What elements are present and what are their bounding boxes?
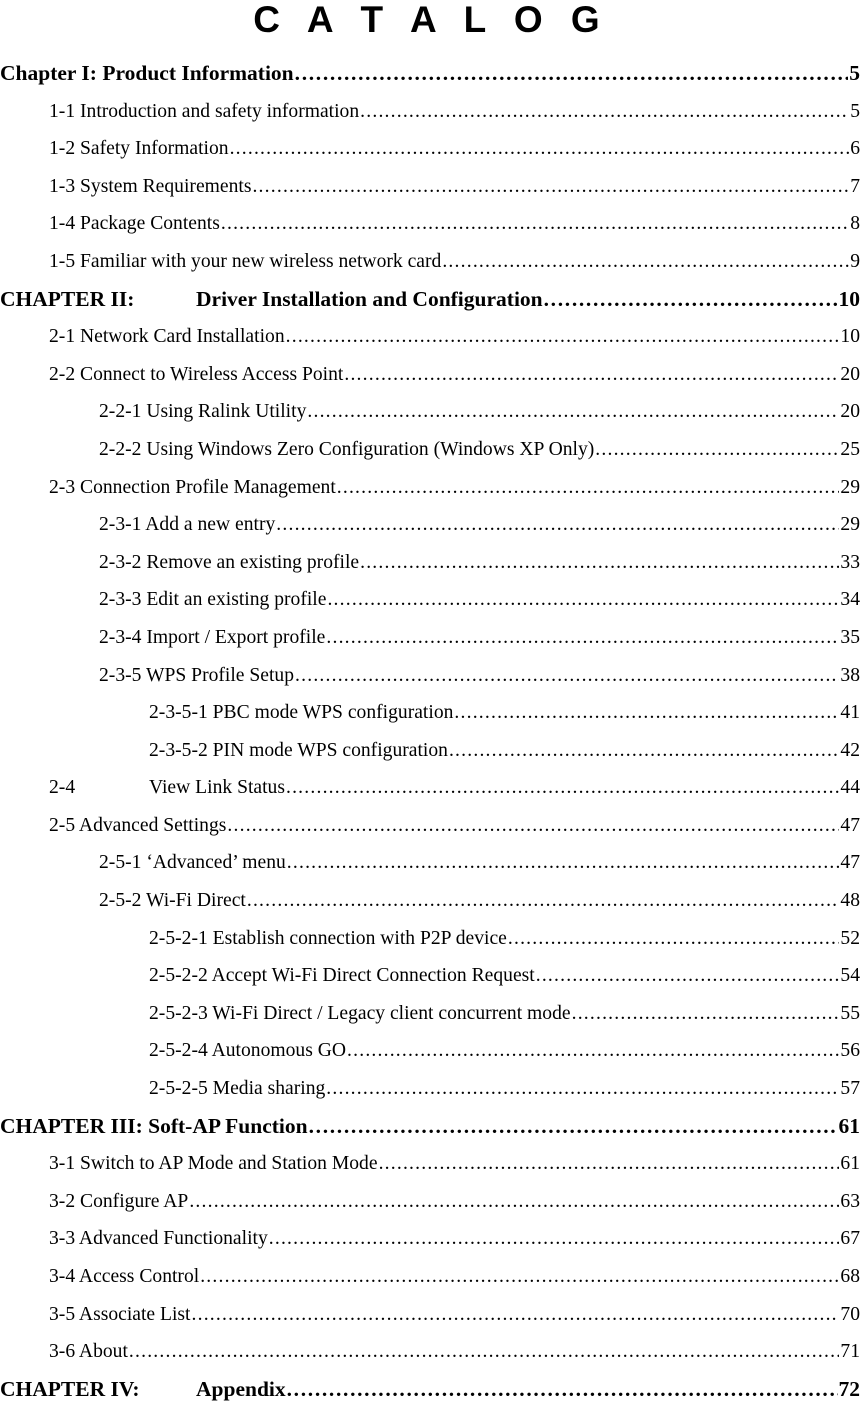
toc-entry-label-text: 2-5-2-2 Accept Wi-Fi Direct Connection Request: [149, 957, 535, 995]
toc-entry-label-text: 1-5 Familiar with your new wireless network card: [49, 243, 441, 281]
toc-page-number: 68: [840, 1258, 862, 1296]
toc-entry-label: [0, 1108, 308, 1146]
toc-entry-label: [49, 807, 226, 845]
toc-section-entry[interactable]: [0, 1220, 862, 1258]
toc-chapter-entry[interactable]: [0, 1371, 862, 1408]
toc-entry-label-text: 3-1 Switch to AP Mode and Station Mode: [49, 1145, 378, 1183]
dot-leader: [347, 1032, 839, 1070]
toc-page-number: 54: [840, 957, 862, 995]
dot-leader: [295, 657, 839, 695]
toc-entry-label: [149, 995, 571, 1033]
toc-entry-label-title: View Link Status: [149, 777, 285, 798]
dot-leader: [221, 205, 849, 243]
dot-leader: [360, 93, 849, 131]
toc-entry-label-text: 2-3-5-2 PIN mode WPS configuration: [149, 732, 448, 770]
toc-page-number: 34: [840, 581, 862, 619]
toc-page-number: 20: [840, 393, 862, 431]
catalog-title: C A T A L O G: [0, 0, 862, 42]
toc-entry-label: [49, 168, 251, 206]
table-of-contents: [0, 55, 862, 1408]
toc-entry-label-text: 2-3-1 Add a new entry: [99, 506, 275, 544]
toc-entry-label-text: 2-5-2-1 Establish connection with P2P device: [149, 920, 507, 958]
toc-page-number: 10: [840, 318, 862, 356]
toc-page-number: 70: [840, 1296, 862, 1334]
dot-leader: [286, 318, 840, 356]
toc-entry-label-title: Driver Installation and Configuration: [196, 287, 543, 311]
toc-page-number: 7: [850, 168, 862, 206]
dot-leader: [344, 356, 839, 394]
toc-chapter-entry[interactable]: [0, 281, 862, 319]
toc-section-entry[interactable]: [0, 130, 862, 168]
dot-leader: [252, 168, 849, 206]
toc-section-entry[interactable]: [0, 544, 862, 582]
toc-entry-label-text: 2-2-2 Using Windows Zero Configuration (Windows XP Only): [99, 431, 594, 469]
toc-page-number: 72: [839, 1371, 862, 1408]
toc-section-entry[interactable]: [0, 1183, 862, 1221]
toc-chapter-entry[interactable]: [0, 55, 862, 93]
toc-entry-label: [99, 393, 306, 431]
toc-section-entry[interactable]: [0, 431, 862, 469]
toc-entry-label-text: 2-5-2-5 Media sharing: [149, 1070, 325, 1108]
toc-entry-label: [99, 844, 286, 882]
toc-page-number: 55: [840, 995, 862, 1033]
toc-entry-label: [99, 431, 594, 469]
toc-page-number: 56: [840, 1032, 862, 1070]
toc-entry-label-text: 3-2 Configure AP: [49, 1183, 188, 1221]
toc-chapter-entry[interactable]: [0, 1108, 862, 1146]
dot-leader: [595, 431, 839, 469]
toc-entry-label-text: 2-5-1 ‘Advanced’ menu: [99, 844, 286, 882]
toc-entry-label: [49, 1296, 191, 1334]
toc-entry-label: [0, 281, 543, 319]
dot-leader: [247, 882, 840, 920]
toc-section-entry[interactable]: [0, 807, 862, 845]
toc-section-entry[interactable]: [0, 1032, 862, 1070]
toc-section-entry[interactable]: [0, 619, 862, 657]
toc-entry-label: [99, 544, 359, 582]
toc-entry-label: [49, 93, 359, 131]
toc-entry-label-text: 2-5 Advanced Settings: [49, 807, 226, 845]
dot-leader: [286, 769, 839, 807]
toc-page-number: 20: [840, 356, 862, 394]
toc-entry-label: [49, 1183, 188, 1221]
dot-leader: [192, 1296, 840, 1334]
toc-entry-label-text: 2-3 Connection Profile Management: [49, 469, 336, 507]
dot-leader: [326, 619, 839, 657]
toc-page-number: 47: [840, 844, 862, 882]
toc-section-entry[interactable]: [0, 995, 862, 1033]
dot-leader: [536, 957, 840, 995]
toc-page-number: 8: [850, 205, 862, 243]
dot-leader: [572, 995, 840, 1033]
toc-page-number: 29: [840, 506, 862, 544]
toc-section-entry[interactable]: [0, 93, 862, 131]
toc-section-entry[interactable]: [0, 844, 862, 882]
toc-page-number: 61: [839, 1108, 862, 1146]
dot-leader: [544, 281, 838, 319]
dot-leader: [287, 1371, 838, 1408]
dot-leader: [200, 1258, 839, 1296]
dot-leader: [360, 544, 839, 582]
toc-entry-label: [0, 55, 294, 93]
toc-entry-label-text: 2-3-3 Edit an existing profile: [99, 581, 326, 619]
toc-page-number: 38: [840, 657, 862, 695]
dot-leader: [295, 55, 849, 93]
toc-section-entry[interactable]: [0, 920, 862, 958]
toc-section-entry[interactable]: [0, 356, 862, 394]
toc-entry-label: [49, 1145, 378, 1183]
toc-entry-label-text: 2-2 Connect to Wireless Access Point: [49, 356, 343, 394]
toc-entry-label: [99, 657, 294, 695]
toc-entry-label-text: 2-3-5 WPS Profile Setup: [99, 657, 294, 695]
toc-page-number: 63: [840, 1183, 862, 1221]
toc-section-entry[interactable]: [0, 957, 862, 995]
toc-entry-label: [149, 1032, 346, 1070]
toc-page-number: 67: [840, 1220, 862, 1258]
toc-section-entry[interactable]: [0, 168, 862, 206]
toc-page-number: 35: [840, 619, 862, 657]
toc-entry-label-text: 2-3-2 Remove an existing profile: [99, 544, 359, 582]
dot-leader: [442, 243, 849, 281]
toc-page-number: 71: [840, 1333, 862, 1371]
toc-section-entry[interactable]: [0, 657, 862, 695]
toc-page-number: 25: [840, 431, 862, 469]
toc-entry-label: [49, 1220, 268, 1258]
toc-entry-label-text: 2-3-4 Import / Export profile: [99, 619, 325, 657]
toc-entry-label-text: Chapter I: Product Information: [0, 55, 294, 93]
dot-leader: [287, 844, 840, 882]
toc-page-number: 10: [839, 281, 862, 319]
toc-entry-label-text: 3-6 About: [49, 1333, 128, 1371]
toc-section-entry[interactable]: [0, 581, 862, 619]
toc-entry-label: [149, 957, 535, 995]
toc-entry-label-text: 2-3-5-1 PBC mode WPS configuration: [149, 694, 453, 732]
toc-entry-label-text: 3-5 Associate List: [49, 1296, 191, 1334]
toc-page-number: 52: [840, 920, 862, 958]
toc-page-number: 44: [840, 769, 862, 807]
toc-entry-label-text: 2-5-2 Wi-Fi Direct: [99, 882, 246, 920]
toc-entry-label-text: 3-3 Advanced Functionality: [49, 1220, 268, 1258]
toc-section-entry[interactable]: [0, 694, 862, 732]
toc-entry-label-text: 1-4 Package Contents: [49, 205, 220, 243]
toc-page-number: 29: [840, 469, 862, 507]
toc-entry-label-text: 2-5-2-3 Wi-Fi Direct / Legacy client concurrent mode: [149, 995, 571, 1033]
toc-entry-label-text: 1-3 System Requirements: [49, 168, 251, 206]
toc-entry-label: [99, 882, 246, 920]
toc-entry-label: [49, 243, 441, 281]
dot-leader: [449, 732, 839, 770]
toc-section-entry[interactable]: [0, 1070, 862, 1108]
toc-entry-label: [99, 581, 326, 619]
toc-entry-label: [149, 732, 448, 770]
toc-page-number: 48: [840, 882, 862, 920]
toc-page-number: 33: [840, 544, 862, 582]
toc-entry-label-text: CHAPTER III: Soft-AP Function: [0, 1108, 308, 1146]
dot-leader: [227, 807, 839, 845]
dot-leader: [508, 920, 840, 958]
toc-entry-label-text: 3-4 Access Control: [49, 1258, 199, 1296]
dot-leader: [454, 694, 839, 732]
toc-section-entry[interactable]: [0, 1258, 862, 1296]
toc-entry-label-text: 2-4: [49, 769, 149, 807]
toc-section-entry[interactable]: [0, 318, 862, 356]
toc-entry-label: [49, 1333, 128, 1371]
toc-page-number: 5: [849, 55, 862, 93]
dot-leader: [309, 1108, 838, 1146]
toc-section-entry[interactable]: [0, 882, 862, 920]
dot-leader: [230, 130, 850, 168]
toc-entry-label: [99, 619, 325, 657]
toc-section-entry[interactable]: [0, 469, 862, 507]
dot-leader: [337, 469, 840, 507]
toc-entry-label: [149, 694, 453, 732]
toc-entry-label-text: 1-1 Introduction and safety information: [49, 93, 359, 131]
toc-entry-label-title: Appendix: [196, 1377, 286, 1401]
toc-entry-label: [49, 469, 336, 507]
toc-entry-label: [49, 205, 220, 243]
toc-section-entry[interactable]: [0, 243, 862, 281]
toc-entry-label: [99, 506, 275, 544]
toc-entry-label: [0, 1371, 286, 1408]
dot-leader: [327, 581, 839, 619]
toc-page-number: 5: [850, 93, 862, 131]
toc-entry-label: [49, 130, 229, 168]
dot-leader: [307, 393, 839, 431]
toc-page-number: 47: [840, 807, 862, 845]
toc-entry-label-text: 2-2-1 Using Ralink Utility: [99, 393, 306, 431]
toc-entry-label-text: 1-2 Safety Information: [49, 130, 229, 168]
toc-section-entry[interactable]: [0, 769, 862, 807]
toc-entry-label-text: CHAPTER IV:: [0, 1371, 196, 1408]
toc-entry-label: [49, 356, 343, 394]
dot-leader: [326, 1070, 839, 1108]
dot-leader: [379, 1145, 840, 1183]
toc-section-entry[interactable]: [0, 1145, 862, 1183]
toc-entry-label: [49, 769, 285, 807]
toc-entry-label-text: 2-5-2-4 Autonomous GO: [149, 1032, 346, 1070]
toc-entry-label: [49, 318, 285, 356]
toc-entry-label-text: CHAPTER II:: [0, 281, 196, 319]
toc-section-entry[interactable]: [0, 393, 862, 431]
toc-entry-label-text: 2-1 Network Card Installation: [49, 318, 285, 356]
toc-entry-label: [49, 1258, 199, 1296]
dot-leader: [269, 1220, 840, 1258]
toc-page-number: 57: [840, 1070, 862, 1108]
toc-entry-label: [149, 920, 507, 958]
toc-section-entry[interactable]: [0, 205, 862, 243]
toc-page-number: 9: [850, 243, 862, 281]
dot-leader: [129, 1333, 839, 1371]
toc-section-entry[interactable]: [0, 1333, 862, 1371]
dot-leader: [276, 506, 839, 544]
toc-page-number: 42: [840, 732, 862, 770]
toc-page-number: 41: [840, 694, 862, 732]
toc-section-entry[interactable]: [0, 1296, 862, 1334]
dot-leader: [189, 1183, 839, 1221]
toc-section-entry[interactable]: [0, 506, 862, 544]
toc-entry-label: [149, 1070, 325, 1108]
toc-section-entry[interactable]: [0, 732, 862, 770]
toc-page-number: 61: [840, 1145, 862, 1183]
toc-page-number: 6: [850, 130, 862, 168]
